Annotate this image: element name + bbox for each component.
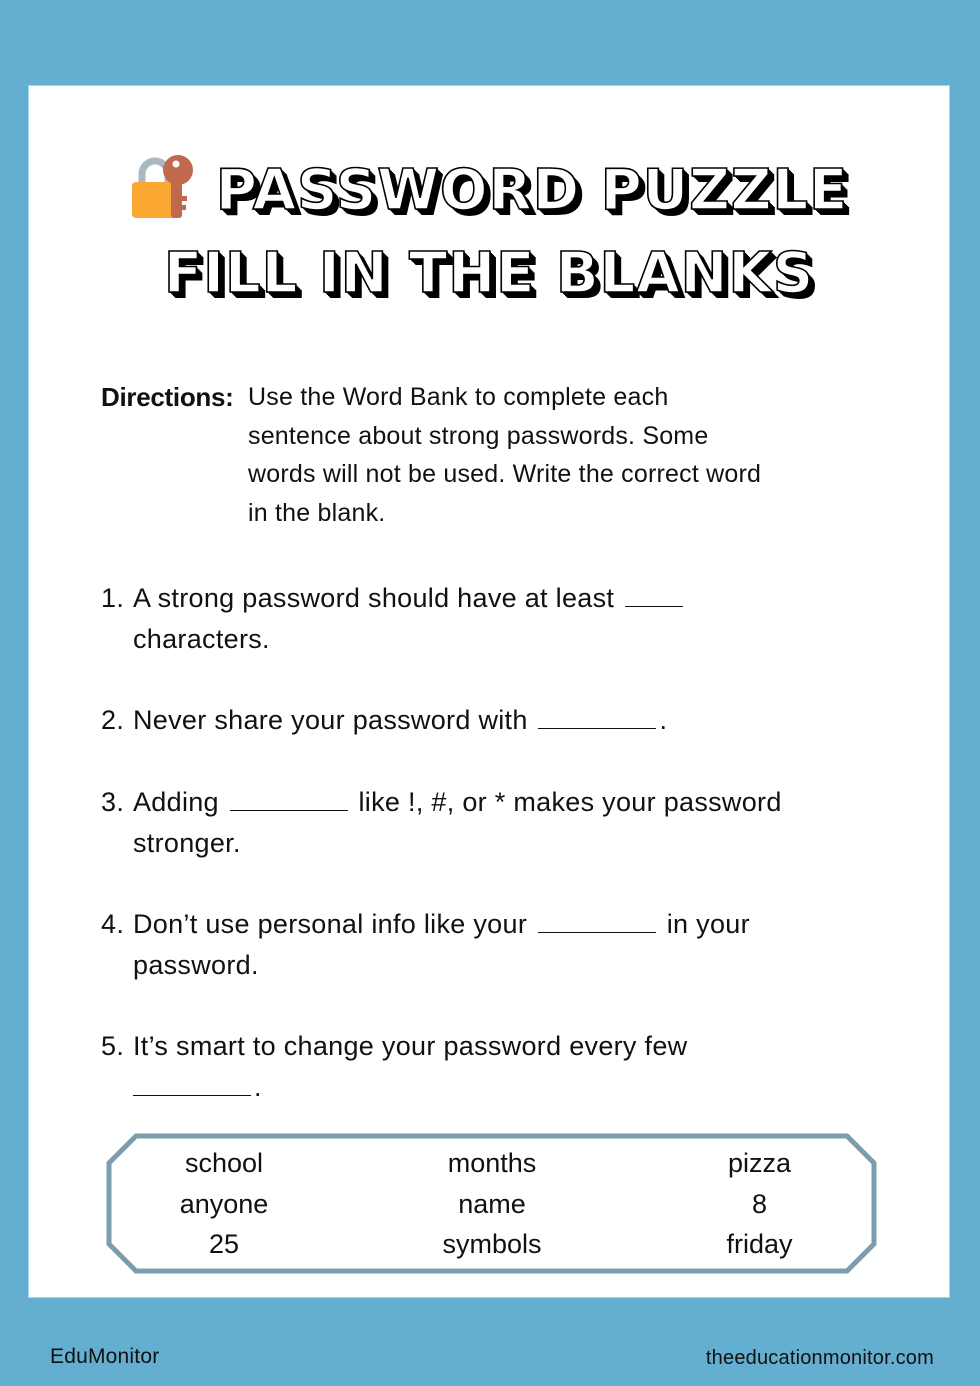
question-number: 1. <box>101 583 125 613</box>
title-line-2 <box>29 241 949 306</box>
word-bank-word: friday <box>726 1229 793 1259</box>
word-bank-word: months <box>447 1148 537 1178</box>
word-bank-word: 8 <box>751 1188 768 1219</box>
question-2 <box>101 700 891 741</box>
title-line-1 <box>29 156 949 236</box>
word-bank-column-1 <box>106 1143 342 1265</box>
word-bank-word: pizza <box>727 1148 792 1178</box>
directions <box>101 378 901 532</box>
question-text: Don’t use personal info like your <box>133 909 528 939</box>
word-bank-word: school <box>184 1148 264 1178</box>
word-bank-word: anyone <box>179 1188 269 1219</box>
directions-line: in the blank. <box>248 498 386 527</box>
footer-brand: EduMonitor <box>50 1345 160 1368</box>
answer-blank[interactable] <box>538 707 656 729</box>
locked-with-key-icon <box>130 152 196 222</box>
question-4 <box>101 904 891 986</box>
question-continuation: password. <box>133 950 259 980</box>
word-bank-column-3 <box>642 1143 877 1265</box>
question-text: Adding <box>133 787 219 817</box>
question-text: Never share your password with <box>133 705 528 735</box>
question-text: A strong password should have at least <box>133 583 615 613</box>
question-continuation: stronger. <box>133 828 241 858</box>
directions-text <box>248 378 901 532</box>
answer-blank[interactable] <box>133 1074 251 1096</box>
directions-line: sentence about strong passwords. Some <box>248 421 709 450</box>
question-text-after: like !, #, or * makes your password <box>358 787 782 817</box>
title-text-1: PASSWORD PUZZLE <box>215 158 849 223</box>
question-number: 2. <box>101 705 125 735</box>
answer-blank[interactable] <box>625 585 683 607</box>
question-1 <box>101 578 891 660</box>
question-text-after: in your <box>666 909 750 939</box>
footer-website[interactable]: theeducationmonitor.com <box>705 1347 934 1369</box>
question-text: It’s smart to change your password every few <box>133 1031 688 1061</box>
worksheet-card <box>29 86 949 1297</box>
answer-blank[interactable] <box>538 911 656 933</box>
word-bank <box>106 1133 877 1274</box>
word-bank-word: 25 <box>208 1229 240 1259</box>
title-text-2: FILL IN THE BLANKS <box>163 241 815 306</box>
directions-label: Directions: <box>101 382 234 412</box>
question-number: 4. <box>101 909 125 939</box>
word-bank-word: symbols <box>442 1229 542 1259</box>
directions-line: Use the Word Bank to complete each <box>248 383 669 411</box>
answer-blank[interactable] <box>230 789 348 811</box>
question-5 <box>101 1026 891 1108</box>
question-3 <box>101 782 891 864</box>
question-text-after: . <box>254 1072 262 1102</box>
word-bank-word: name <box>458 1188 526 1219</box>
question-number: 5. <box>101 1031 125 1061</box>
question-text-after: . <box>659 705 668 735</box>
question-number: 3. <box>101 787 125 817</box>
directions-line: words will not be used. Write the correct word <box>248 460 762 488</box>
question-continuation: characters. <box>133 624 270 654</box>
word-bank-column-2 <box>342 1143 642 1265</box>
